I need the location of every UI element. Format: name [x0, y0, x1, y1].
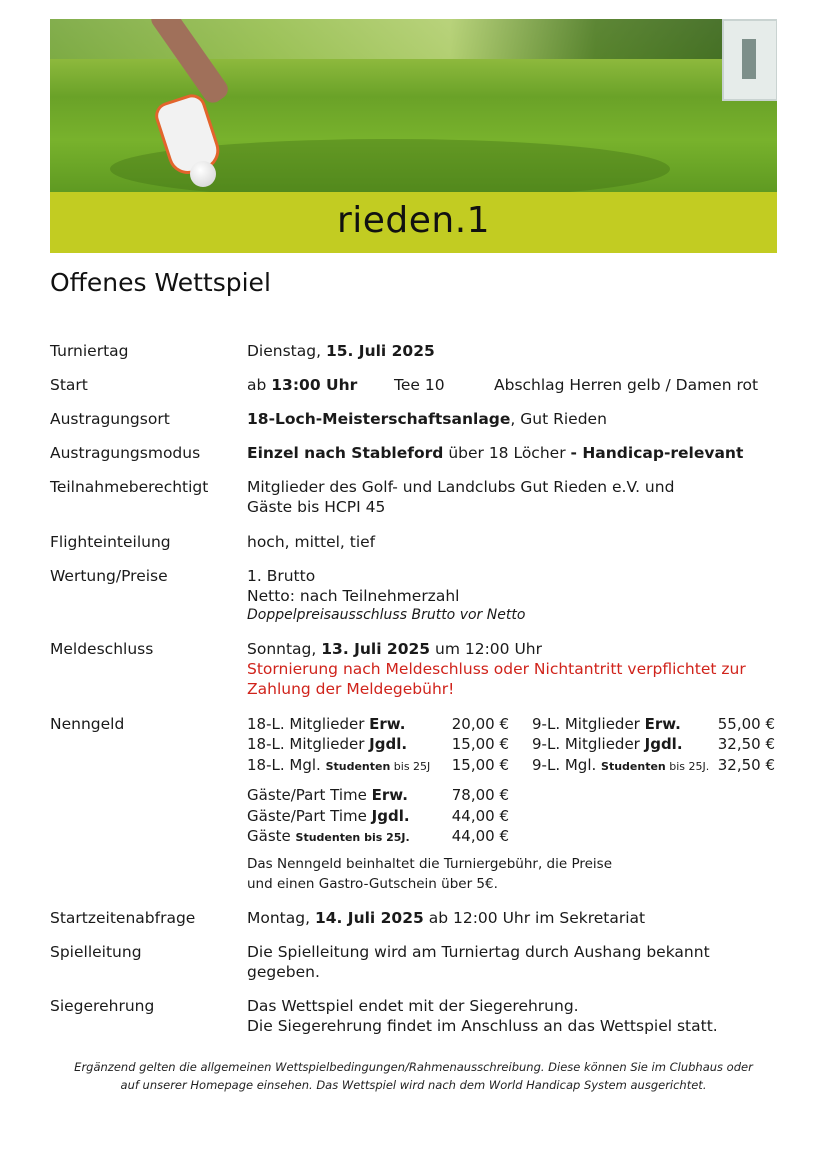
fee-left-2-amount: 15,00 € — [451, 735, 509, 753]
value-ort: 18-Loch-Meisterschaftsanlage, Gut Rieden — [247, 410, 607, 428]
value-meldeschluss-warning2: Zahlung der Meldegebühr! — [247, 680, 455, 698]
footer-line2: auf unserer Homepage einsehen. Das Wettspiel wird nach dem World Handicap System ausgerichtet. — [120, 1078, 707, 1092]
fee-guest-2: Gäste/Part Time Jgdl. — [247, 807, 410, 825]
label-siegerehrung: Siegerehrung — [50, 997, 155, 1015]
label-nenngeld: Nenngeld — [50, 715, 125, 733]
fee-right-1-amount: 55,00 € — [717, 715, 775, 733]
fee-right-3-amount: 32,50 € — [717, 756, 775, 774]
label-spielleitung: Spielleitung — [50, 943, 142, 961]
value-meldeschluss: Sonntag, 13. Juli 2025 um 12:00 Uhr — [247, 640, 542, 658]
fee-right-3: 9-L. Mgl. Studenten bis 25J. — [532, 756, 710, 774]
fee-guest-1: Gäste/Part Time Erw. — [247, 786, 408, 804]
value-start-abschlag: Abschlag Herren gelb / Damen rot — [494, 376, 759, 394]
footer-note — [40, 1058, 787, 1094]
brand-band — [50, 192, 777, 253]
value-spielleitung-line2: gegeben. — [247, 963, 320, 981]
fee-right-2: 9-L. Mitglieder Jgdl. — [532, 735, 683, 753]
label-turniertag: Turniertag — [50, 342, 129, 360]
value-meldeschluss-warning1: Stornierung nach Meldeschluss oder Nichtantritt verpflichtet zur — [247, 660, 746, 678]
fee-left-2: 18-L. Mitglieder Jgdl. — [247, 735, 408, 753]
nenngeld-note-line1: Das Nenngeld beinhaltet die Turniergebühr, die Preise — [247, 856, 613, 872]
fee-left-1-amount: 20,00 € — [451, 715, 509, 733]
label-wertung: Wertung/Preise — [50, 567, 168, 585]
value-turniertag: Dienstag, 15. Juli 2025 — [247, 342, 435, 360]
label-teilnahme: Teilnahmeberechtigt — [50, 478, 209, 496]
fee-guest-3-amount: 44,00 € — [451, 827, 509, 845]
tee-sign — [722, 19, 777, 101]
label-ort: Austragungsort — [50, 410, 170, 428]
nenngeld-note-line2: und einen Gastro-Gutschein über 5€. — [247, 876, 498, 892]
value-flight: hoch, mittel, tief — [247, 533, 376, 551]
value-wertung-line3: Doppelpreisausschluss Brutto vor Netto — [247, 607, 526, 623]
fee-guest-1-amount: 78,00 € — [451, 786, 509, 804]
value-modus: Einzel nach Stableford über 18 Löcher - Handicap-relevant — [247, 444, 744, 462]
value-siegerehrung-line2: Die Siegerehrung findet im Anschluss an das Wettspiel statt. — [247, 1017, 718, 1035]
fee-left-1: 18-L. Mitglieder Erw. — [247, 715, 406, 733]
fee-guest-2-amount: 44,00 € — [451, 807, 509, 825]
label-modus: Austragungsmodus — [50, 444, 201, 462]
label-start: Start — [50, 376, 88, 394]
value-siegerehrung-line1: Das Wettspiel endet mit der Siegerehrung. — [247, 997, 579, 1015]
golf-ball — [190, 161, 216, 187]
fee-right-2-amount: 32,50 € — [717, 735, 775, 753]
label-flight: Flighteinteilung — [50, 533, 171, 551]
footer-line1: Ergänzend gelten die allgemeinen Wettspielbedingungen/Rahmenausschreibung. Diese können Sie im Clubhaus oder — [74, 1060, 753, 1074]
label-meldeschluss: Meldeschluss — [50, 640, 154, 658]
fee-left-3: 18-L. Mgl. Studenten bis 25J — [247, 756, 431, 774]
fee-left-3-amount: 15,00 € — [451, 756, 509, 774]
value-teilnahme-line1: Mitglieder des Golf- und Landclubs Gut Rieden e.V. und — [247, 478, 675, 496]
fee-right-1: 9-L. Mitglieder Erw. — [532, 715, 681, 733]
brand-title: rieden.1 — [336, 200, 491, 241]
value-wertung-line2: Netto: nach Teilnehmerzahl — [247, 587, 460, 605]
value-start-tee: Tee 10 — [394, 376, 445, 394]
value-wertung-line1: 1. Brutto — [247, 567, 316, 585]
hero-golf-image — [50, 19, 777, 192]
value-spielleitung-line1: Die Spielleitung wird am Turniertag durch Aushang bekannt — [247, 943, 710, 961]
page-title: Offenes Wettspiel — [50, 268, 271, 297]
value-startzeiten: Montag, 14. Juli 2025 ab 12:00 Uhr im Sekretariat — [247, 909, 646, 927]
value-teilnahme-line2: Gäste bis HCPI 45 — [247, 498, 386, 516]
label-startzeiten: Startzeitenabfrage — [50, 909, 196, 927]
value-start-time: ab 13:00 Uhr — [247, 376, 358, 394]
fee-guest-3: Gäste Studenten bis 25J. — [247, 827, 410, 845]
